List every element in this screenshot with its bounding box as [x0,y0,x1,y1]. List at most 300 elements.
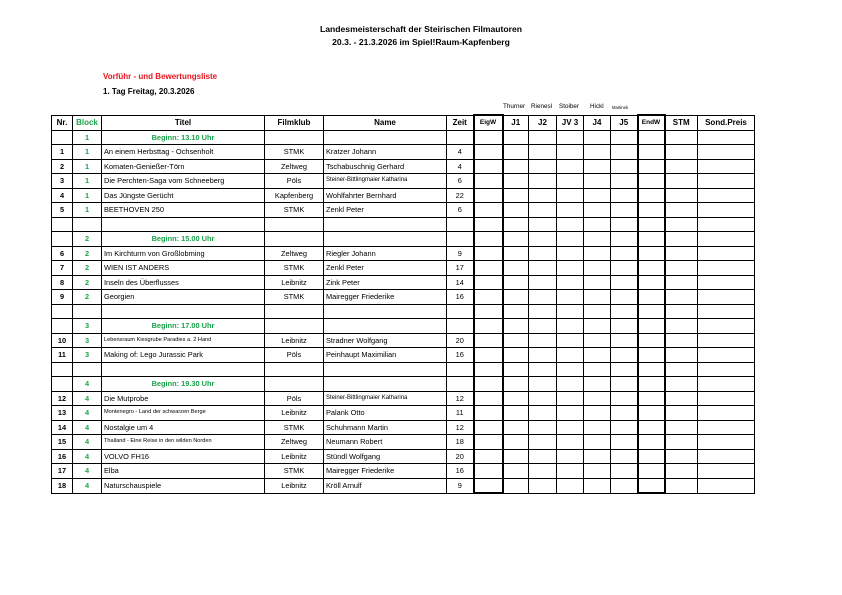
j2-input[interactable] [529,290,557,305]
j5-input[interactable] [611,319,638,334]
stm-input[interactable] [665,275,698,290]
j4-input[interactable] [584,406,611,421]
cell-block: 4 [73,478,102,493]
j1-input[interactable] [503,130,529,145]
stm-input[interactable] [665,377,698,392]
endw-input[interactable] [638,478,665,493]
block-row [52,130,755,145]
eigw-input[interactable] [474,348,503,363]
cell-nr: 10 [52,333,73,348]
j5-input[interactable] [611,188,638,203]
cell-nr: 18 [52,478,73,493]
j1-input[interactable] [503,159,529,174]
j2-input[interactable] [529,246,557,261]
cell-nr [52,130,73,145]
sondpreis-input[interactable] [698,203,755,218]
j1-input[interactable] [503,406,529,421]
endw-input[interactable] [638,304,665,319]
j2-input[interactable] [529,304,557,319]
stm-input[interactable] [665,159,698,174]
jv3-input[interactable] [557,348,584,363]
stm-input[interactable] [665,188,698,203]
cell-name: Palank Otto [324,406,447,421]
sondpreis-input[interactable] [698,217,755,232]
j5-input[interactable] [611,464,638,479]
stm-input[interactable] [665,174,698,189]
j4-input[interactable] [584,217,611,232]
j4-input[interactable] [584,130,611,145]
empty-cell [324,362,447,377]
j1-input[interactable] [503,304,529,319]
endw-input[interactable] [638,435,665,450]
cell-nr [52,377,73,392]
cell-zeit: 14 [447,275,474,290]
eigw-input[interactable] [474,232,503,247]
jv3-input[interactable] [557,391,584,406]
col-endw: EndW [638,115,665,130]
cell-name: Mairegger Friederike [324,290,447,305]
cell-zeit: 20 [447,333,474,348]
j5-input[interactable] [611,406,638,421]
stm-input[interactable] [665,319,698,334]
j2-input[interactable] [529,478,557,493]
jv3-input[interactable] [557,304,584,319]
j1-input[interactable] [503,275,529,290]
jv3-input[interactable] [557,478,584,493]
j1-input[interactable] [503,217,529,232]
j1-input[interactable] [503,145,529,160]
endw-input[interactable] [638,217,665,232]
j2-input[interactable] [529,464,557,479]
j2-input[interactable] [529,435,557,450]
sondpreis-input[interactable] [698,145,755,160]
cell-name: Riegler Johann [324,246,447,261]
col-stm: STM [665,115,698,130]
j2-input[interactable] [529,319,557,334]
cell-filmklub: Leibnitz [265,333,324,348]
j5-input[interactable] [611,333,638,348]
jv3-input[interactable] [557,464,584,479]
cell-filmklub: Pöls [265,348,324,363]
j1-input[interactable] [503,174,529,189]
j2-input[interactable] [529,333,557,348]
eigw-input[interactable] [474,203,503,218]
j5-input[interactable] [611,420,638,435]
j4-input[interactable] [584,449,611,464]
j5-input[interactable] [611,435,638,450]
cell-block: 2 [73,290,102,305]
sondpreis-input[interactable] [698,261,755,276]
cell-nr: 14 [52,420,73,435]
eigw-input[interactable] [474,464,503,479]
col-jv3: JV 3 [557,115,584,130]
endw-input[interactable] [638,174,665,189]
j5-input[interactable] [611,232,638,247]
endw-input[interactable] [638,290,665,305]
j1-input[interactable] [503,435,529,450]
cell-titel: Die Mutprobe [102,391,265,406]
j4-input[interactable] [584,290,611,305]
sondpreis-input[interactable] [698,232,755,247]
sondpreis-input[interactable] [698,348,755,363]
cell-name: Stündl Wolfgang [324,449,447,464]
j2-input[interactable] [529,449,557,464]
stm-input[interactable] [665,232,698,247]
cell-nr: 3 [52,174,73,189]
cell-titel: Lebensraum Kiesgrube Paradies a. 2 Hand [102,333,265,348]
j4-input[interactable] [584,435,611,450]
j4-input[interactable] [584,478,611,493]
cell-nr: 6 [52,246,73,261]
j4-input[interactable] [584,377,611,392]
j5-input[interactable] [611,377,638,392]
j2-input[interactable] [529,130,557,145]
jv3-input[interactable] [557,217,584,232]
j1-input[interactable] [503,362,529,377]
jv3-input[interactable] [557,362,584,377]
endw-input[interactable] [638,246,665,261]
j5-input[interactable] [611,362,638,377]
sondpreis-input[interactable] [698,275,755,290]
cell-block: 3 [73,333,102,348]
endw-input[interactable] [638,348,665,363]
cell-filmklub: STMK [265,261,324,276]
jv3-input[interactable] [557,333,584,348]
cell-filmklub: Kapfenberg [265,188,324,203]
j1-input[interactable] [503,188,529,203]
cell-name [324,377,447,392]
eigw-input[interactable] [474,261,503,276]
jv3-input[interactable] [557,319,584,334]
cell-nr: 8 [52,275,73,290]
cell-nr: 9 [52,290,73,305]
jv3-input[interactable] [557,159,584,174]
stm-input[interactable] [665,464,698,479]
endw-input[interactable] [638,420,665,435]
eigw-input[interactable] [474,217,503,232]
j5-input[interactable] [611,217,638,232]
cell-filmklub: STMK [265,145,324,160]
eigw-input[interactable] [474,145,503,160]
jv3-input[interactable] [557,174,584,189]
sondpreis-input[interactable] [698,377,755,392]
j1-input[interactable] [503,464,529,479]
sondpreis-input[interactable] [698,333,755,348]
j2-input[interactable] [529,174,557,189]
j4-input[interactable] [584,159,611,174]
stm-input[interactable] [665,348,698,363]
table-row [52,348,755,363]
j5-input[interactable] [611,449,638,464]
spacer-row [52,362,755,377]
j1-input[interactable] [503,420,529,435]
jv3-input[interactable] [557,275,584,290]
j4-input[interactable] [584,362,611,377]
sondpreis-input[interactable] [698,449,755,464]
eigw-input[interactable] [474,420,503,435]
j5-input[interactable] [611,290,638,305]
sondpreis-input[interactable] [698,304,755,319]
j2-input[interactable] [529,275,557,290]
j5-input[interactable] [611,304,638,319]
j2-input[interactable] [529,406,557,421]
jv3-input[interactable] [557,290,584,305]
jv3-input[interactable] [557,203,584,218]
stm-input[interactable] [665,478,698,493]
jv3-input[interactable] [557,377,584,392]
cell-block: 2 [73,275,102,290]
cell-titel: Naturschauspiele [102,478,265,493]
eigw-input[interactable] [474,449,503,464]
col-eigw: EigW [474,115,503,130]
stm-input[interactable] [665,304,698,319]
cell-block: 1 [73,145,102,160]
j5-input[interactable] [611,275,638,290]
j2-input[interactable] [529,377,557,392]
j4-input[interactable] [584,145,611,160]
eigw-input[interactable] [474,130,503,145]
empty-cell [73,217,102,232]
j1-input[interactable] [503,333,529,348]
j4-input[interactable] [584,246,611,261]
cell-titel: Making of: Lego Jurassic Park [102,348,265,363]
cell-filmklub: Leibnitz [265,478,324,493]
sondpreis-input[interactable] [698,246,755,261]
cell-filmklub [265,377,324,392]
j2-input[interactable] [529,348,557,363]
cell-zeit: 9 [447,478,474,493]
sondpreis-input[interactable] [698,362,755,377]
j1-input[interactable] [503,203,529,218]
eigw-input[interactable] [474,246,503,261]
j4-input[interactable] [584,464,611,479]
j4-input[interactable] [584,174,611,189]
cell-name [324,130,447,145]
eigw-input[interactable] [474,188,503,203]
eigw-input[interactable] [474,304,503,319]
j5-input[interactable] [611,391,638,406]
sondpreis-input[interactable] [698,188,755,203]
endw-input[interactable] [638,406,665,421]
jv3-input[interactable] [557,188,584,203]
j5-input[interactable] [611,159,638,174]
endw-input[interactable] [638,159,665,174]
cell-titel: Komaten-Genießer-Törn [102,159,265,174]
endw-input[interactable] [638,391,665,406]
judge-name: Martinek [612,105,629,110]
jv3-input[interactable] [557,449,584,464]
endw-input[interactable] [638,275,665,290]
j1-input[interactable] [503,290,529,305]
table-row [52,406,755,421]
endw-input[interactable] [638,333,665,348]
j5-input[interactable] [611,261,638,276]
j5-input[interactable] [611,174,638,189]
endw-input[interactable] [638,362,665,377]
endw-input[interactable] [638,464,665,479]
endw-input[interactable] [638,261,665,276]
stm-input[interactable] [665,420,698,435]
j4-input[interactable] [584,391,611,406]
eigw-input[interactable] [474,319,503,334]
j4-input[interactable] [584,188,611,203]
j2-input[interactable] [529,420,557,435]
cell-zeit: 17 [447,261,474,276]
j1-input[interactable] [503,391,529,406]
j4-input[interactable] [584,304,611,319]
sondpreis-input[interactable] [698,130,755,145]
cell-name: Schuhmann Martin [324,420,447,435]
evaluation-table [51,114,755,494]
eigw-input[interactable] [474,435,503,450]
stm-input[interactable] [665,449,698,464]
cell-block: 2 [73,232,102,247]
endw-input[interactable] [638,203,665,218]
cell-name [324,319,447,334]
cell-block: 2 [73,246,102,261]
stm-input[interactable] [665,435,698,450]
endw-input[interactable] [638,188,665,203]
stm-input[interactable] [665,261,698,276]
j4-input[interactable] [584,333,611,348]
stm-input[interactable] [665,145,698,160]
stm-input[interactable] [665,362,698,377]
stm-input[interactable] [665,246,698,261]
cell-filmklub: Pöls [265,174,324,189]
endw-input[interactable] [638,130,665,145]
stm-input[interactable] [665,290,698,305]
j1-input[interactable] [503,246,529,261]
jv3-input[interactable] [557,130,584,145]
j1-input[interactable] [503,449,529,464]
j4-input[interactable] [584,275,611,290]
eigw-input[interactable] [474,159,503,174]
cell-name: Tschabuschnig Gerhard [324,159,447,174]
stm-input[interactable] [665,391,698,406]
j2-input[interactable] [529,391,557,406]
cell-titel: Im Kirchturm von Großlobming [102,246,265,261]
sondpreis-input[interactable] [698,391,755,406]
table-row [52,145,755,160]
cell-zeit: 16 [447,290,474,305]
jv3-input[interactable] [557,145,584,160]
cell-nr: 17 [52,464,73,479]
sondpreis-input[interactable] [698,319,755,334]
j2-input[interactable] [529,232,557,247]
eigw-input[interactable] [474,290,503,305]
cell-titel: Georgien [102,290,265,305]
sondpreis-input[interactable] [698,159,755,174]
j2-input[interactable] [529,188,557,203]
event-dates: 20.3. - 21.3.2026 im Spiel!Raum-Kapfenberg [332,37,510,47]
stm-input[interactable] [665,203,698,218]
jv3-input[interactable] [557,435,584,450]
cell-filmklub: STMK [265,420,324,435]
cell-nr: 7 [52,261,73,276]
jv3-input[interactable] [557,261,584,276]
cell-titel: Thailand - Eine Reise in den wilden Norden [102,435,265,450]
j1-input[interactable] [503,348,529,363]
cell-nr: 1 [52,145,73,160]
table-row [52,246,755,261]
jv3-input[interactable] [557,246,584,261]
stm-input[interactable] [665,406,698,421]
sondpreis-input[interactable] [698,174,755,189]
j1-input[interactable] [503,261,529,276]
eigw-input[interactable] [474,377,503,392]
j5-input[interactable] [611,478,638,493]
eigw-input[interactable] [474,391,503,406]
j2-input[interactable] [529,217,557,232]
eigw-input[interactable] [474,275,503,290]
j1-input[interactable] [503,478,529,493]
endw-input[interactable] [638,449,665,464]
eigw-input[interactable] [474,362,503,377]
endw-input[interactable] [638,145,665,160]
stm-input[interactable] [665,217,698,232]
cell-filmklub [265,130,324,145]
eigw-input[interactable] [474,478,503,493]
eigw-input[interactable] [474,174,503,189]
cell-name: Zenkl Peter [324,261,447,276]
j5-input[interactable] [611,203,638,218]
j5-input[interactable] [611,348,638,363]
eigw-input[interactable] [474,333,503,348]
block-row [52,319,755,334]
sondpreis-input[interactable] [698,406,755,421]
stm-input[interactable] [665,130,698,145]
stm-input[interactable] [665,333,698,348]
table-header-row [52,115,755,130]
j1-input[interactable] [503,377,529,392]
sondpreis-input[interactable] [698,420,755,435]
cell-zeit: 4 [447,145,474,160]
j2-input[interactable] [529,203,557,218]
j5-input[interactable] [611,130,638,145]
j2-input[interactable] [529,159,557,174]
cell-titel: Inseln des Überflusses [102,275,265,290]
endw-input[interactable] [638,377,665,392]
j4-input[interactable] [584,420,611,435]
j4-input[interactable] [584,203,611,218]
endw-input[interactable] [638,232,665,247]
empty-cell [73,362,102,377]
j1-input[interactable] [503,319,529,334]
j2-input[interactable] [529,145,557,160]
j5-input[interactable] [611,145,638,160]
jv3-input[interactable] [557,420,584,435]
endw-input[interactable] [638,319,665,334]
j2-input[interactable] [529,362,557,377]
sondpreis-input[interactable] [698,435,755,450]
eigw-input[interactable] [474,406,503,421]
sondpreis-input[interactable] [698,464,755,479]
table-row [52,275,755,290]
sondpreis-input[interactable] [698,290,755,305]
j5-input[interactable] [611,246,638,261]
cell-name: Steiner-Bittlingmaier Katharina [324,391,447,406]
j4-input[interactable] [584,261,611,276]
j2-input[interactable] [529,261,557,276]
jv3-input[interactable] [557,406,584,421]
j1-input[interactable] [503,232,529,247]
cell-name: Wohlfahrter Bernhard [324,188,447,203]
j4-input[interactable] [584,348,611,363]
jv3-input[interactable] [557,232,584,247]
sondpreis-input[interactable] [698,478,755,493]
j4-input[interactable] [584,232,611,247]
j4-input[interactable] [584,319,611,334]
